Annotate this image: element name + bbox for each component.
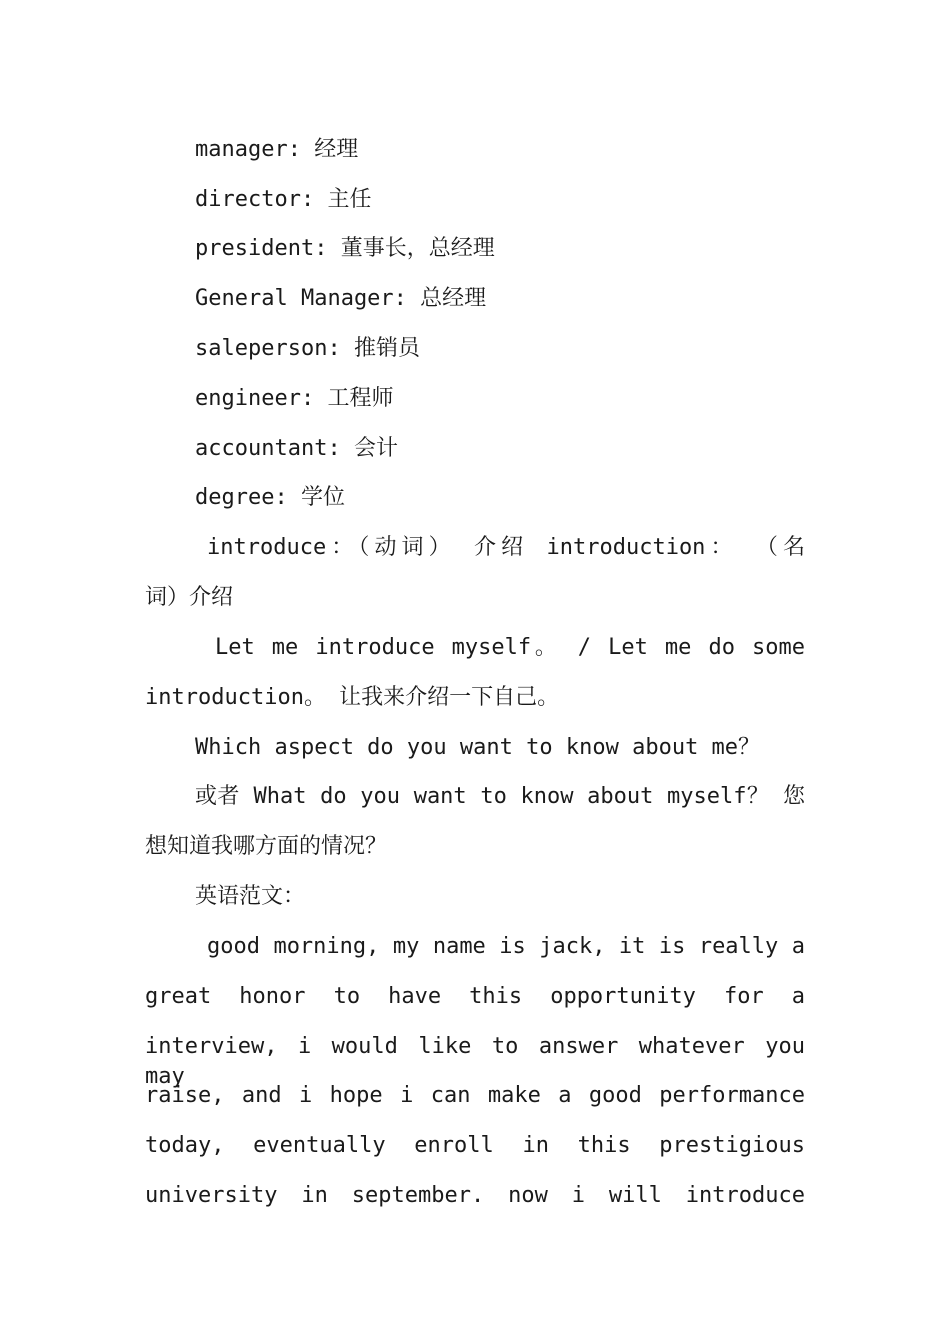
vocab-introduce: introduce：（动词） 介绍 introduction： （名 — [207, 535, 805, 560]
vocab-saleperson: saleperson: 推销员 — [195, 336, 420, 361]
phrase-introduce-myself: Let me introduce myself。 / Let me do some — [215, 635, 805, 660]
vocab-director: director: 主任 — [195, 187, 372, 212]
sample-paragraph-line: interview, i would like to answer whatever you may — [145, 1034, 805, 1089]
phrase-introduce-myself-continued: introduction。 让我来介绍一下自己。 — [145, 685, 560, 710]
section-heading-sample: 英语范文： — [195, 884, 306, 909]
phrase-what-do-you-want: 或者 What do you want to know about myself？ 您 — [195, 784, 805, 809]
sample-paragraph-line: university in september. now i will introduce — [145, 1183, 805, 1208]
sample-paragraph-line: great honor to have this opportunity for a — [145, 984, 805, 1009]
sample-paragraph-line: raise, and i hope i can make a good performance — [145, 1083, 805, 1108]
sample-paragraph-line: today, eventually enroll in this prestigious — [145, 1133, 805, 1158]
vocab-engineer: engineer: 工程师 — [195, 386, 394, 411]
vocab-accountant: accountant: 会计 — [195, 436, 398, 461]
phrase-what-do-you-want-continued: 想知道我哪方面的情况？ — [145, 834, 388, 859]
vocab-introduce-continued: 词）介绍 — [145, 585, 234, 610]
sample-paragraph-line: good morning, my name is jack, it is really a — [207, 934, 805, 959]
vocab-degree: degree: 学位 — [195, 485, 345, 510]
vocab-manager: manager: 经理 — [195, 137, 359, 162]
vocab-general-manager: General Manager: 总经理 — [195, 286, 487, 311]
vocab-president: president: 董事长，总经理 — [195, 236, 495, 261]
phrase-which-aspect: Which aspect do you want to know about me？ — [195, 735, 761, 760]
